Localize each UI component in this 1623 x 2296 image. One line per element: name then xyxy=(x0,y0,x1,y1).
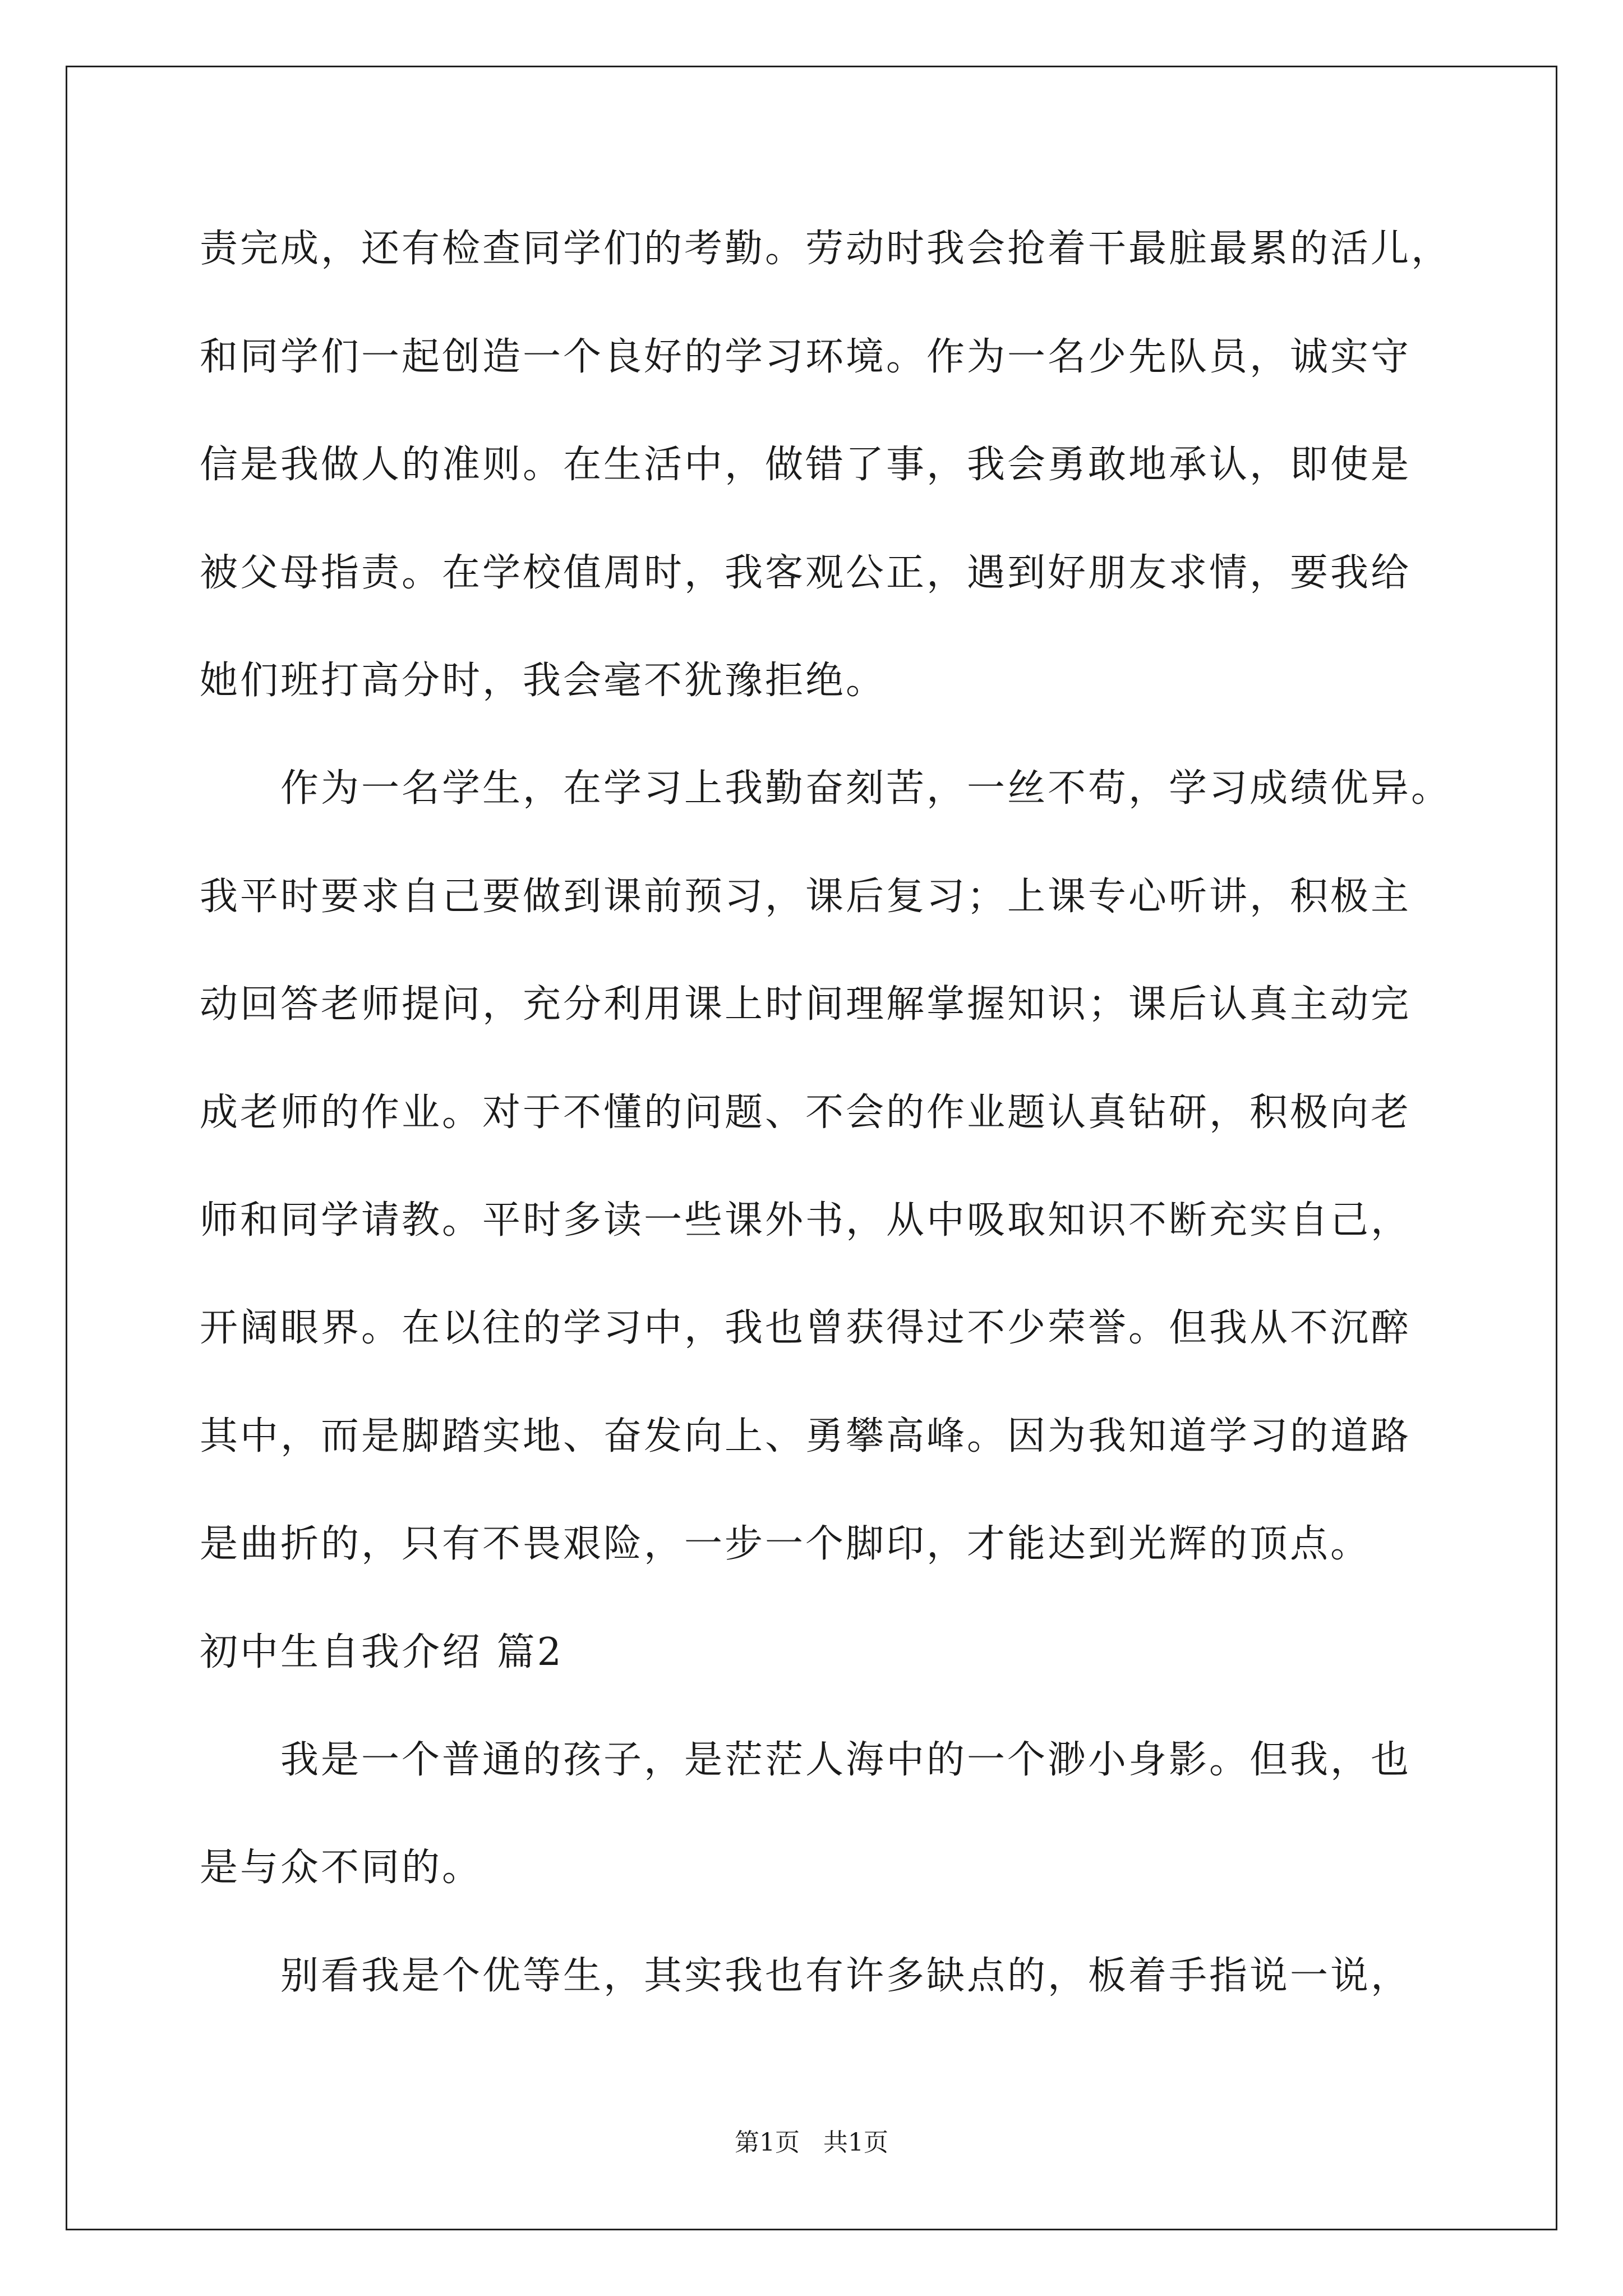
body-text-line: 我平时要求自己要做到课前预习，课后复习；上课专心听讲，积极主 xyxy=(200,875,1412,919)
body-text-line: 信是我做人的准则。在生活中，做错了事，我会勇敢地承认，即使是 xyxy=(200,443,1412,487)
paragraph-start-line: 作为一名学生，在学习上我勤奋刻苦，一丝不苟，学习成绩优异。 xyxy=(280,766,1452,811)
body-text-line: 成老师的作业。对于不懂的问题、不会的作业题认真钻研，积极向老 xyxy=(200,1091,1412,1135)
body-text-line: 她们班打高分时，我会毫不犹豫拒绝。 xyxy=(200,659,887,703)
body-text-line: 其中，而是脚踏实地、奋发向上、勇攀高峰。因为我知道学习的道路 xyxy=(200,1414,1412,1458)
body-text-line: 动回答老师提问，充分利用课上时间理解掌握知识；课后认真主动完 xyxy=(200,982,1412,1027)
paragraph-start-line: 别看我是个优等生，其实我也有许多缺点的，板着手指说一说， xyxy=(280,1954,1412,1998)
paragraph-start-line: 我是一个普通的孩子，是茫茫人海中的一个渺小身影。但我，也 xyxy=(280,1738,1412,1782)
body-text-line: 和同学们一起创造一个良好的学习环境。作为一名少先队员，诚实守 xyxy=(200,335,1412,379)
body-text-line: 师和同学请教。平时多读一些课外书，从中吸取知识不断充实自己， xyxy=(200,1198,1412,1243)
page-number-footer: 第1页 共1页 xyxy=(735,2128,888,2157)
body-text-line: 责完成，还有检查同学们的考勤。劳动时我会抢着干最脏最累的活儿， xyxy=(200,227,1452,271)
body-text-line: 开阔眼界。在以往的学习中，我也曾获得过不少荣誉。但我从不沉醉 xyxy=(200,1306,1412,1350)
section-heading: 初中生自我介绍 篇2 xyxy=(200,1630,564,1674)
body-text-line: 是曲折的，只有不畏艰险，一步一个脚印，才能达到光辉的顶点。 xyxy=(200,1522,1371,1566)
body-text-line: 被父母指责。在学校值周时，我客观公正，遇到好朋友求情，要我给 xyxy=(200,551,1412,595)
body-text-line: 是与众不同的。 xyxy=(200,1846,483,1890)
page-border xyxy=(66,66,1557,2230)
